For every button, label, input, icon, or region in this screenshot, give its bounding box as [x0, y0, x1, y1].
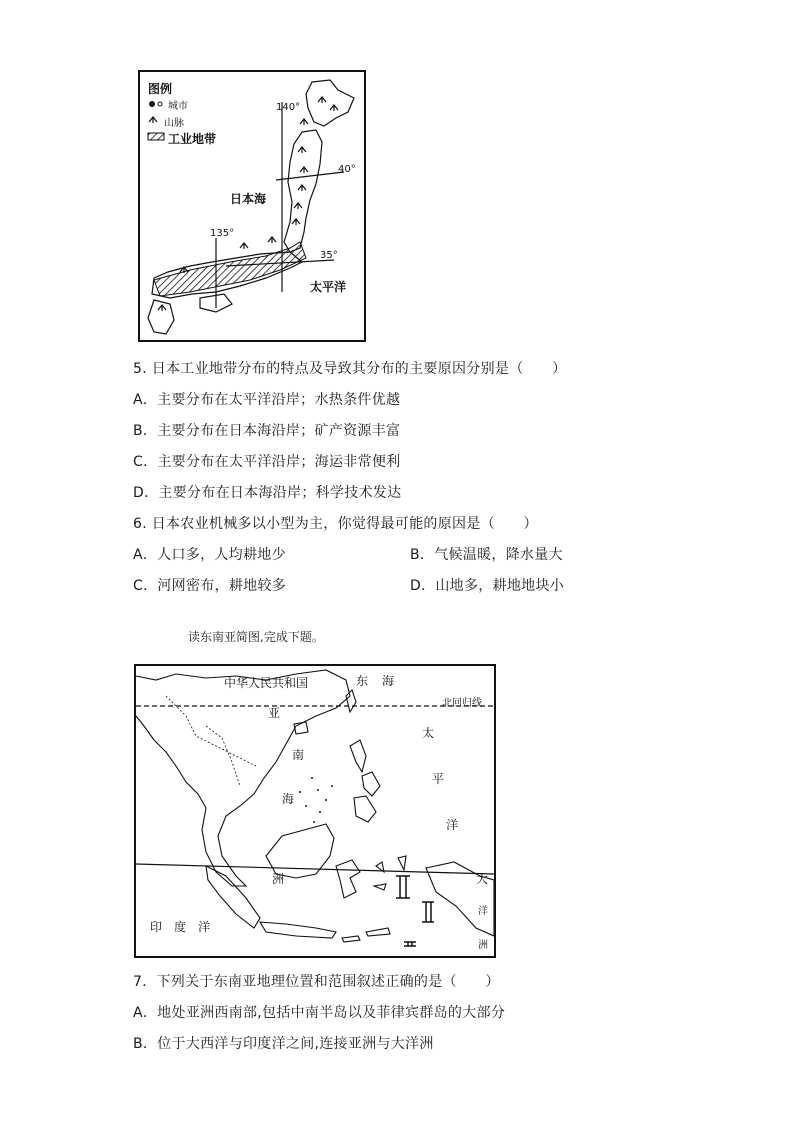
label-oceania-zhou: 洲 [478, 940, 488, 951]
question-7-stem: 7．下列关于东南亚地理位置和范围叙述正确的是（ ） [133, 974, 500, 990]
question-7-option-b: B．位于大西洋与印度洋之间,连接亚洲与大洋洲 [133, 1036, 434, 1052]
label-tropic-of-cancer: 北回归线 [442, 698, 482, 709]
southeast-asia-map [134, 664, 496, 958]
label-nan: 南 [292, 748, 305, 762]
label-zhou: 洲 [272, 872, 285, 886]
question-5-option-b: B．主要分布在日本海沿岸；矿产资源丰富 [133, 423, 401, 439]
label-indian-ocean: 印 度 洋 [150, 920, 211, 934]
question-6-option-c: C．河网密布，耕地较多 [133, 578, 287, 594]
legend-title: 图例 [148, 82, 173, 96]
question-5-option-a: A．主要分布在太平洋沿岸；水热条件优越 [133, 392, 401, 408]
map-intro-text: 读东南亚简图,完成下题。 [188, 630, 324, 644]
question-6-option-a: A．人口多，人均耕地少 [133, 547, 286, 563]
question-5-option-c: C．主要分布在太平洋沿岸；海运非常便利 [133, 454, 401, 470]
lat-40-label: 40° [338, 164, 356, 175]
label-ya: 亚 [268, 706, 281, 720]
label-tai: 太 [422, 726, 435, 740]
label-ping: 平 [432, 772, 445, 786]
label-da: 大 [476, 872, 489, 886]
label-hai: 海 [282, 792, 295, 806]
lat-35-label: 35° [320, 250, 338, 261]
label-oceania-yang: 洋 [478, 906, 488, 917]
legend-industrial-label: 工业地带 [168, 132, 217, 146]
pacific-label: 太平洋 [310, 280, 347, 294]
japan-map [138, 70, 366, 342]
lon-135-label: 135° [210, 228, 235, 239]
label-china: 中华人民共和国 [224, 676, 309, 690]
lon-140-label: 140° [276, 102, 301, 113]
label-east-sea: 海 [382, 674, 395, 688]
question-6-stem: 6. 日本农业机械多以小型为主，你觉得最可能的原因是（ ） [133, 516, 538, 532]
label-east: 东 [356, 674, 369, 688]
question-7-option-a: A．地处亚洲西南部,包括中南半岛以及菲律宾群岛的大部分 [133, 1005, 506, 1021]
question-6-option-b: B．气候温暖，降水量大 [410, 547, 563, 563]
legend-city-label: 城市 [168, 101, 188, 112]
question-5-option-d: D．主要分布在日本海沿岸；科学技术发达 [133, 485, 402, 501]
question-6-option-d: D．山地多，耕地地块小 [410, 578, 565, 594]
southeast-asia-map-drawing [136, 666, 494, 956]
legend-mountain-label: 山脉 [164, 118, 184, 129]
sea-of-japan-label: 日本海 [230, 192, 267, 206]
label-yang: 洋 [446, 818, 459, 832]
question-5-stem: 5. 日本工业地带分布的特点及导致其分布的主要原因分别是（ ） [133, 361, 567, 377]
